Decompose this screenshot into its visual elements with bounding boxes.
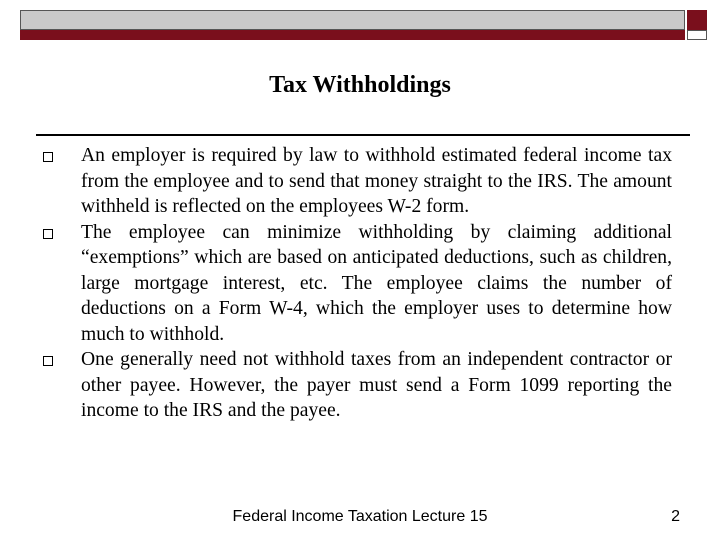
bullet-text: The employee can minimize withholding by claiming additional “exemptions” which are based on anticipated deductions, such as children, large mortgage interest, etc. The employee claims the number of deductions on a Form W-4, which the employer uses to determine how much to withhold. — [81, 221, 672, 345]
page-number: 2 — [671, 508, 680, 525]
top-decorative-bar — [20, 10, 685, 40]
slide-footer: Federal Income Taxation Lecture 15 — [232, 508, 488, 525]
hollow-square-bullet-icon — [43, 356, 53, 366]
bullet-text: One generally need not withhold taxes from an independent contractor or other payee. However, the payer must send a Form 1099 reporting the income to the IRS and the payee. — [81, 349, 672, 421]
title-divider — [36, 134, 690, 136]
hollow-square-bullet-icon — [43, 152, 53, 162]
bullet-text: An employer is required by law to withhold estimated federal income tax from the employee and to send that money straight to the IRS. The amount withheld is reflected on the employees W-2 form. — [81, 145, 672, 217]
top-bar-gray-band — [20, 10, 685, 30]
bullet-item — [40, 143, 672, 220]
bullet-item — [40, 347, 672, 424]
bullet-list — [40, 143, 672, 424]
top-bar-red-band — [20, 30, 685, 40]
corner-white-square — [687, 30, 707, 40]
bullet-item — [40, 220, 672, 348]
corner-red-square — [687, 10, 707, 30]
slide-title: Tax Withholdings — [269, 72, 451, 98]
hollow-square-bullet-icon — [43, 229, 53, 239]
